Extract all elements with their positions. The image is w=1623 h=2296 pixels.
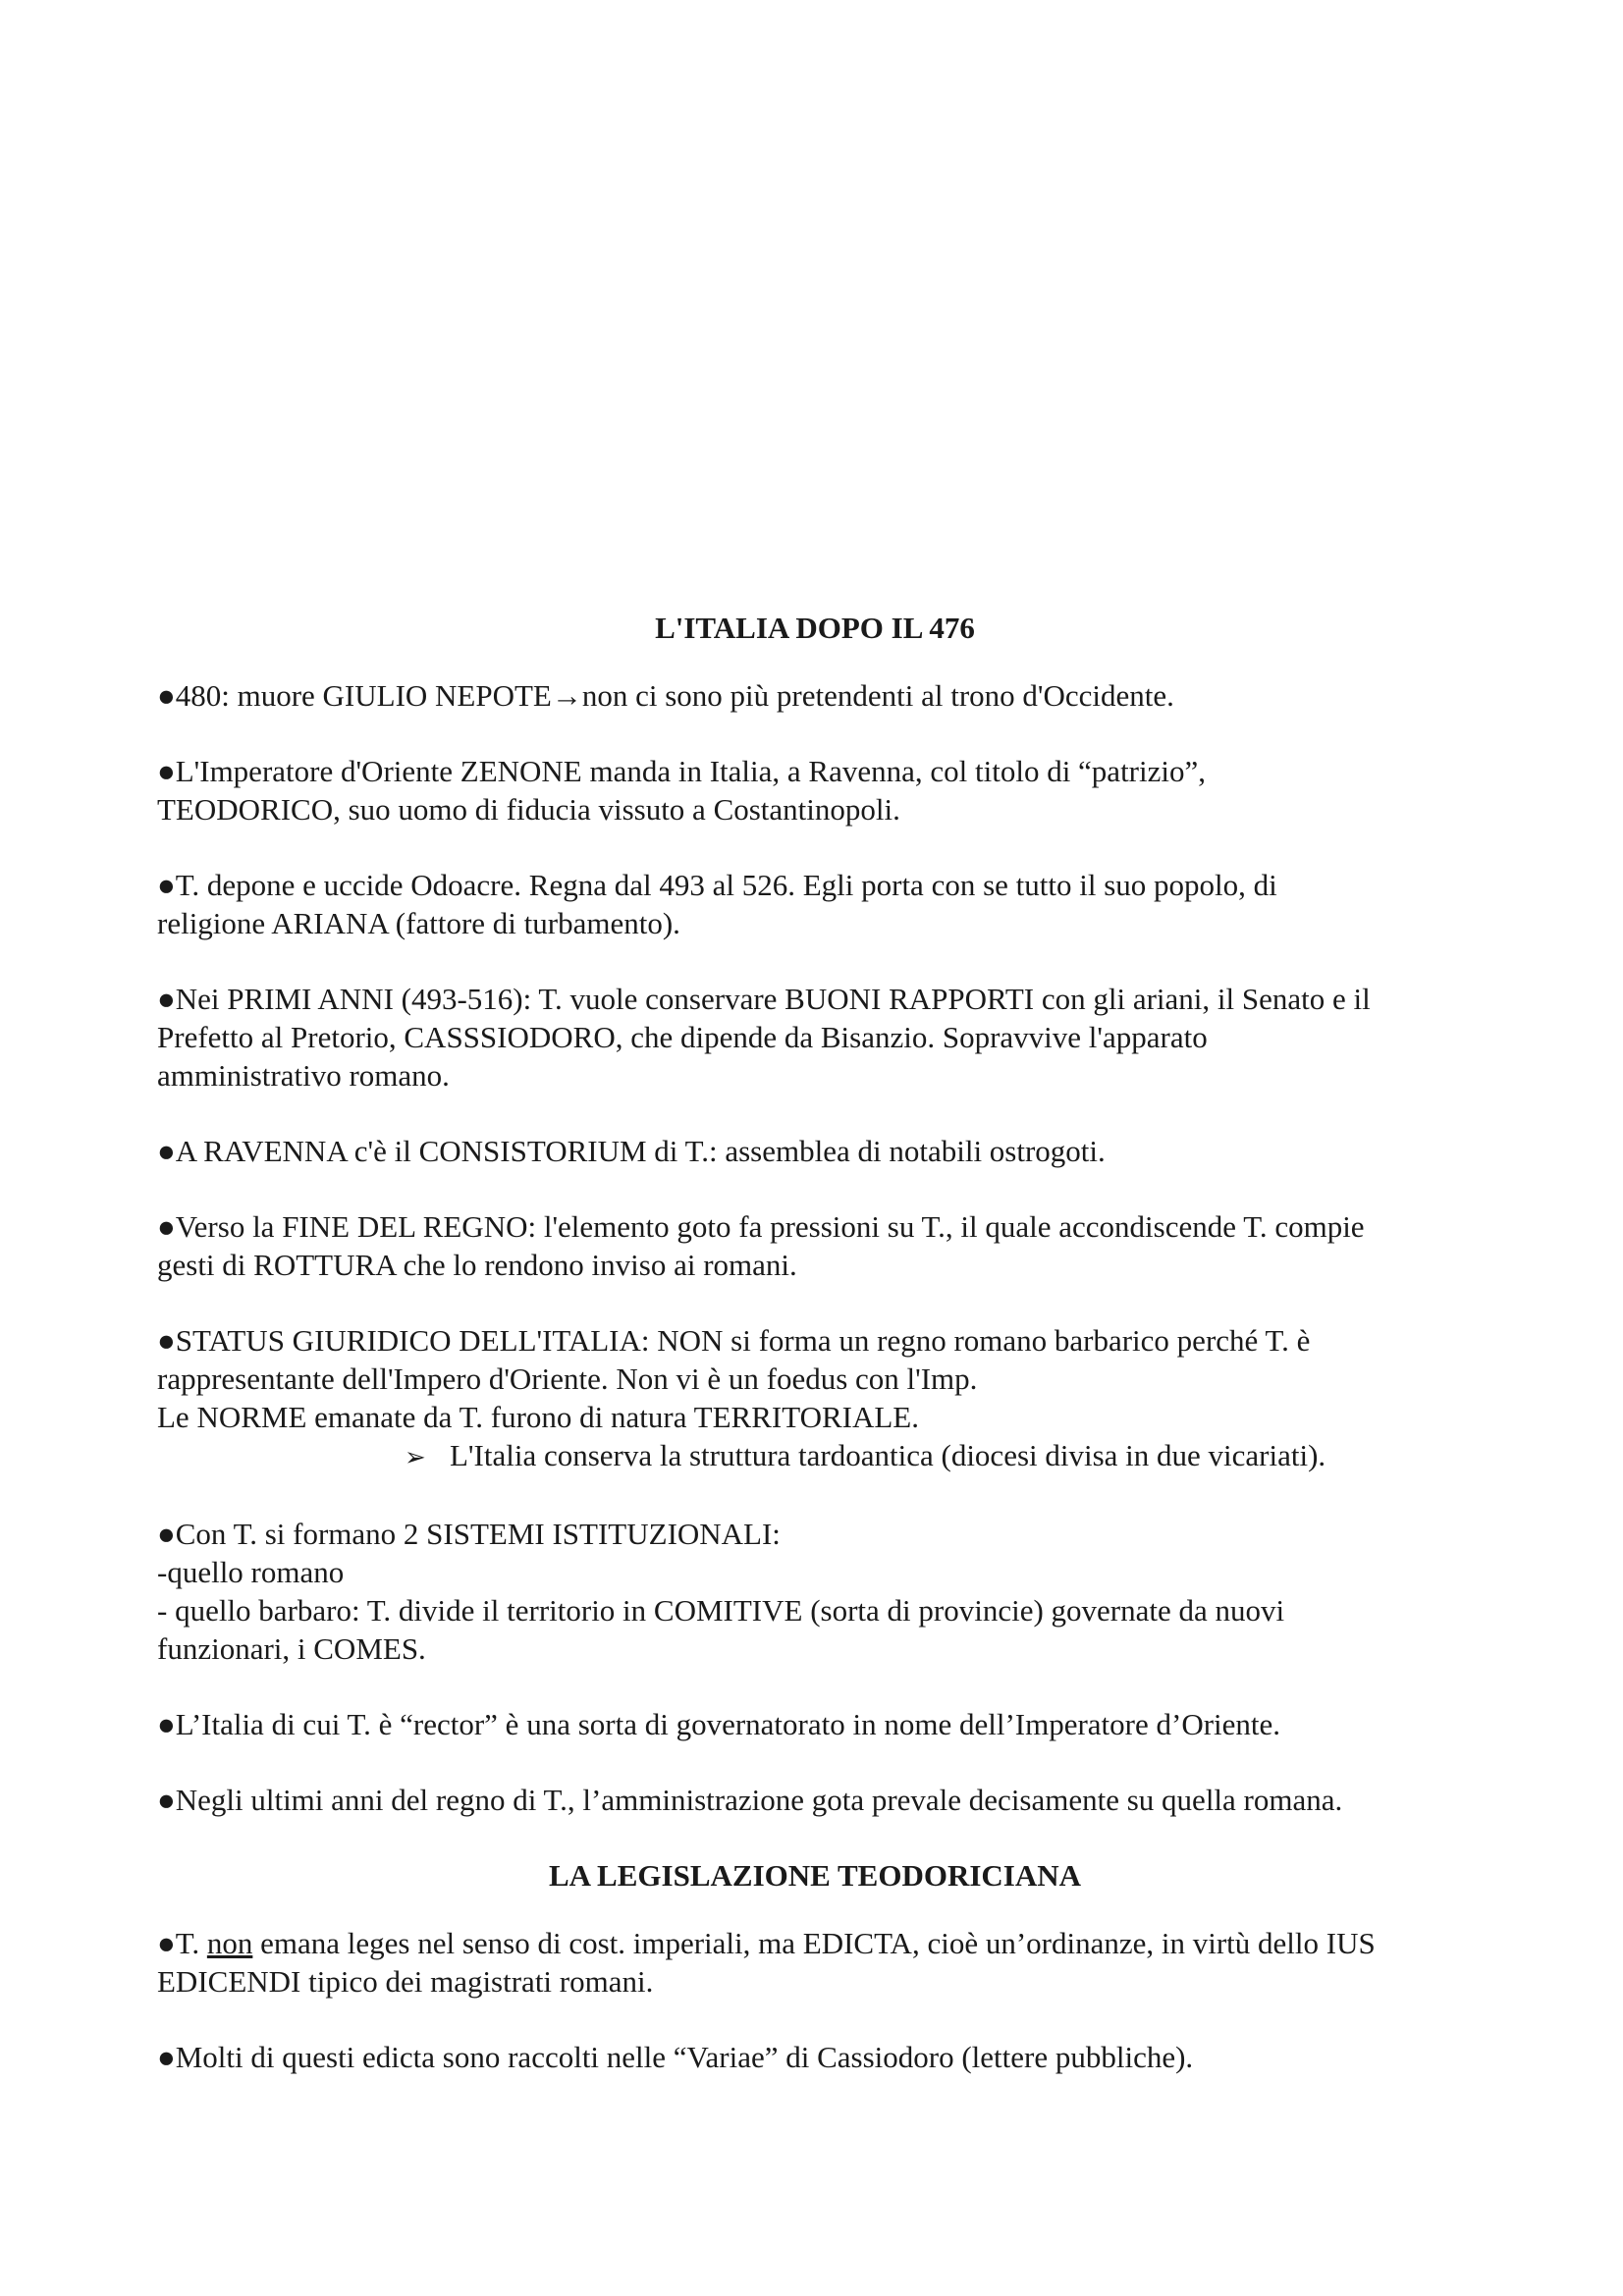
paragraph-line: - quello barbaro: T. divide il territorio in COMITIVE (sorta di provincie) governate da nuovi bbox=[157, 1593, 1285, 1628]
paragraph-line: Prefetto al Pretorio, CASSSIODORO, che dipende da Bisanzio. Sopravvive l'apparato bbox=[157, 1020, 1208, 1054]
document-page bbox=[157, 609, 1483, 2113]
paragraph-line: ●480: muore GIULIO NEPOTE→non ci sono più pretendenti al trono d'Occidente. bbox=[157, 678, 1174, 713]
paragraph-fine-regno bbox=[157, 1207, 1483, 1284]
arrow-bullet-text: L'Italia conserva la struttura tardoantica (diocesi divisa in due vicariati). bbox=[450, 1438, 1326, 1472]
paragraph-line bbox=[157, 1924, 1483, 1962]
text-run: ●T. bbox=[157, 1926, 207, 1960]
section-heading-italia-dopo-476: L'ITALIA DOPO IL 476 bbox=[655, 611, 975, 645]
paragraph-ravenna bbox=[157, 1132, 1483, 1170]
paragraph-line: ●L’Italia di cui T. è “rector” è una sorta di governatorato in nome dell’Imperatore d’Oriente. bbox=[157, 1707, 1281, 1741]
paragraph-ultimi-anni bbox=[157, 1781, 1483, 1819]
paragraph-variae bbox=[157, 2038, 1483, 2076]
paragraph-edicta bbox=[157, 1924, 1483, 2001]
paragraph-line: ●Con T. si formano 2 SISTEMI ISTITUZIONALI: bbox=[157, 1517, 781, 1551]
paragraph-line: ●Verso la FINE DEL REGNO: l'elemento goto fa pressioni su T., il quale accondiscende T. compie bbox=[157, 1209, 1365, 1244]
paragraph-line: gesti di ROTTURA che lo rendono inviso ai romani. bbox=[157, 1248, 797, 1282]
paragraph-line: rappresentante dell'Impero d'Oriente. Non vi è un foedus con l'Imp. bbox=[157, 1362, 978, 1396]
paragraph-line: -quello romano bbox=[157, 1555, 345, 1589]
paragraph-line: ●STATUS GIURIDICO DELL'ITALIA: NON si forma un regno romano barbarico perché T. è bbox=[157, 1323, 1311, 1358]
text-run: emana leges nel senso di cost. imperiali, ma EDICTA, cioè un’ordinanze, in virtù dello IUS bbox=[252, 1926, 1376, 1960]
paragraph-line: ●L'Imperatore d'Oriente ZENONE manda in Italia, a Ravenna, col titolo di “patrizio”, bbox=[157, 754, 1207, 788]
paragraph-rector bbox=[157, 1705, 1483, 1743]
paragraph-primi-anni bbox=[157, 980, 1483, 1095]
paragraph-line: TEODORICO, suo uomo di fiducia vissuto a Costantinopoli. bbox=[157, 792, 900, 827]
paragraph-480 bbox=[157, 676, 1483, 715]
paragraph-line: ●T. depone e uccide Odoacre. Regna dal 493 al 526. Egli porta con se tutto il suo popolo, di bbox=[157, 868, 1277, 902]
paragraph-line: Le NORME emanate da T. furono di natura TERRITORIALE. bbox=[157, 1400, 919, 1434]
paragraph-line: funzionari, i COMES. bbox=[157, 1631, 426, 1666]
paragraph-line: ●Nei PRIMI ANNI (493-516): T. vuole conservare BUONI RAPPORTI con gli ariani, il Senato e il bbox=[157, 982, 1371, 1016]
paragraph-line: ●Negli ultimi anni del regno di T., l’amministrazione gota prevale decisamente su quella romana. bbox=[157, 1783, 1343, 1817]
paragraph-status-giuridico bbox=[157, 1321, 1483, 1477]
paragraph-line: religione ARIANA (fattore di turbamento). bbox=[157, 906, 680, 940]
paragraph-odoacre bbox=[157, 866, 1483, 942]
underlined-word: non bbox=[206, 1926, 253, 1960]
section-heading-legislazione: LA LEGISLAZIONE TEODORICIANA bbox=[548, 1858, 1082, 1893]
arrow-bullet-icon: ➢ bbox=[405, 1443, 426, 1472]
paragraph-line: amministrativo romano. bbox=[157, 1058, 450, 1093]
paragraph-zenone bbox=[157, 752, 1483, 828]
paragraph-sistemi-istituzionali bbox=[157, 1515, 1483, 1668]
arrow-bullet-item bbox=[157, 1436, 1483, 1477]
paragraph-line: ●Molti di questi edicta sono raccolti nelle “Variae” di Cassiodoro (lettere pubbliche). bbox=[157, 2040, 1194, 2074]
paragraph-line: EDICENDI tipico dei magistrati romani. bbox=[157, 1964, 654, 1999]
paragraph-line: ●A RAVENNA c'è il CONSISTORIUM di T.: assemblea di notabili ostrogoti. bbox=[157, 1134, 1106, 1168]
